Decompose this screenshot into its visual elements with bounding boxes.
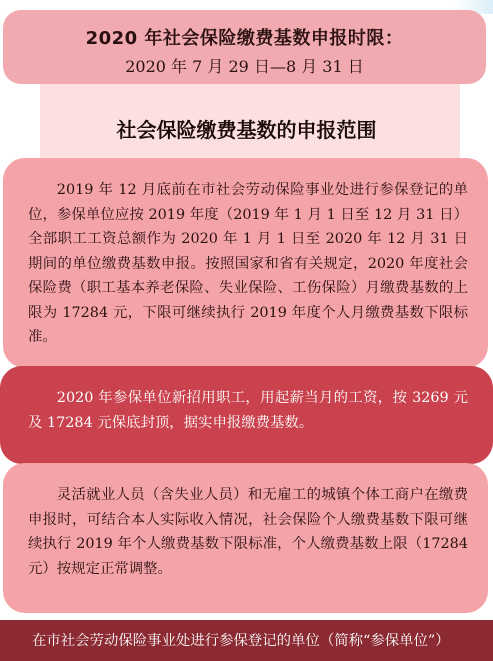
deadline-banner <box>3 10 486 84</box>
scope-paragraph-2: 2020 年参保单位新招用职工，用起薪当月的工资，按 3269 元及 17284 元保底封顶，据实申报缴费基数。 <box>28 390 468 431</box>
deadline-title: 2020 年社会保险缴费基数申报时限： <box>85 28 404 49</box>
scope-paragraph-3: 灵活就业人员（含失业人员）和无雇工的城镇个体工商户在缴费申报时，可结合本人实际收入情况，社会保险个人缴费基数下限可继续执行 2019 年个人缴费基数下限标准，个人缴费基数上限（17284 元）按规定正常调整。 <box>28 487 468 577</box>
deadline-dates: 2020 年 7 月 29 日—8 月 31 日 <box>125 57 364 76</box>
section-title: 社会保险缴费基数的申报范围 <box>116 118 377 142</box>
footer-bar: 在市社会劳动保险事业处进行参保登记的单位（简称“参保单位”） <box>0 620 493 661</box>
scope-paragraph-1: 2019 年 12 月底前在市社会劳动保险事业处进行参保登记的单位，参保单位应按 2019 年度（2019 年 1 月 1 日至 12 月 31 日）全部职工工资总额作为 2020 年 1 月 1 日至 2020 年 12 月 31 日期间的单位缴费基数申报。按照国家和省有关规定，2020 年度社会保险费（职工基本养老保险、失业保险、工伤保险）月缴费基数的上限为 17284 元，下限可继续执行 2019 年度个人月缴费基数下限标准。 <box>28 182 468 345</box>
